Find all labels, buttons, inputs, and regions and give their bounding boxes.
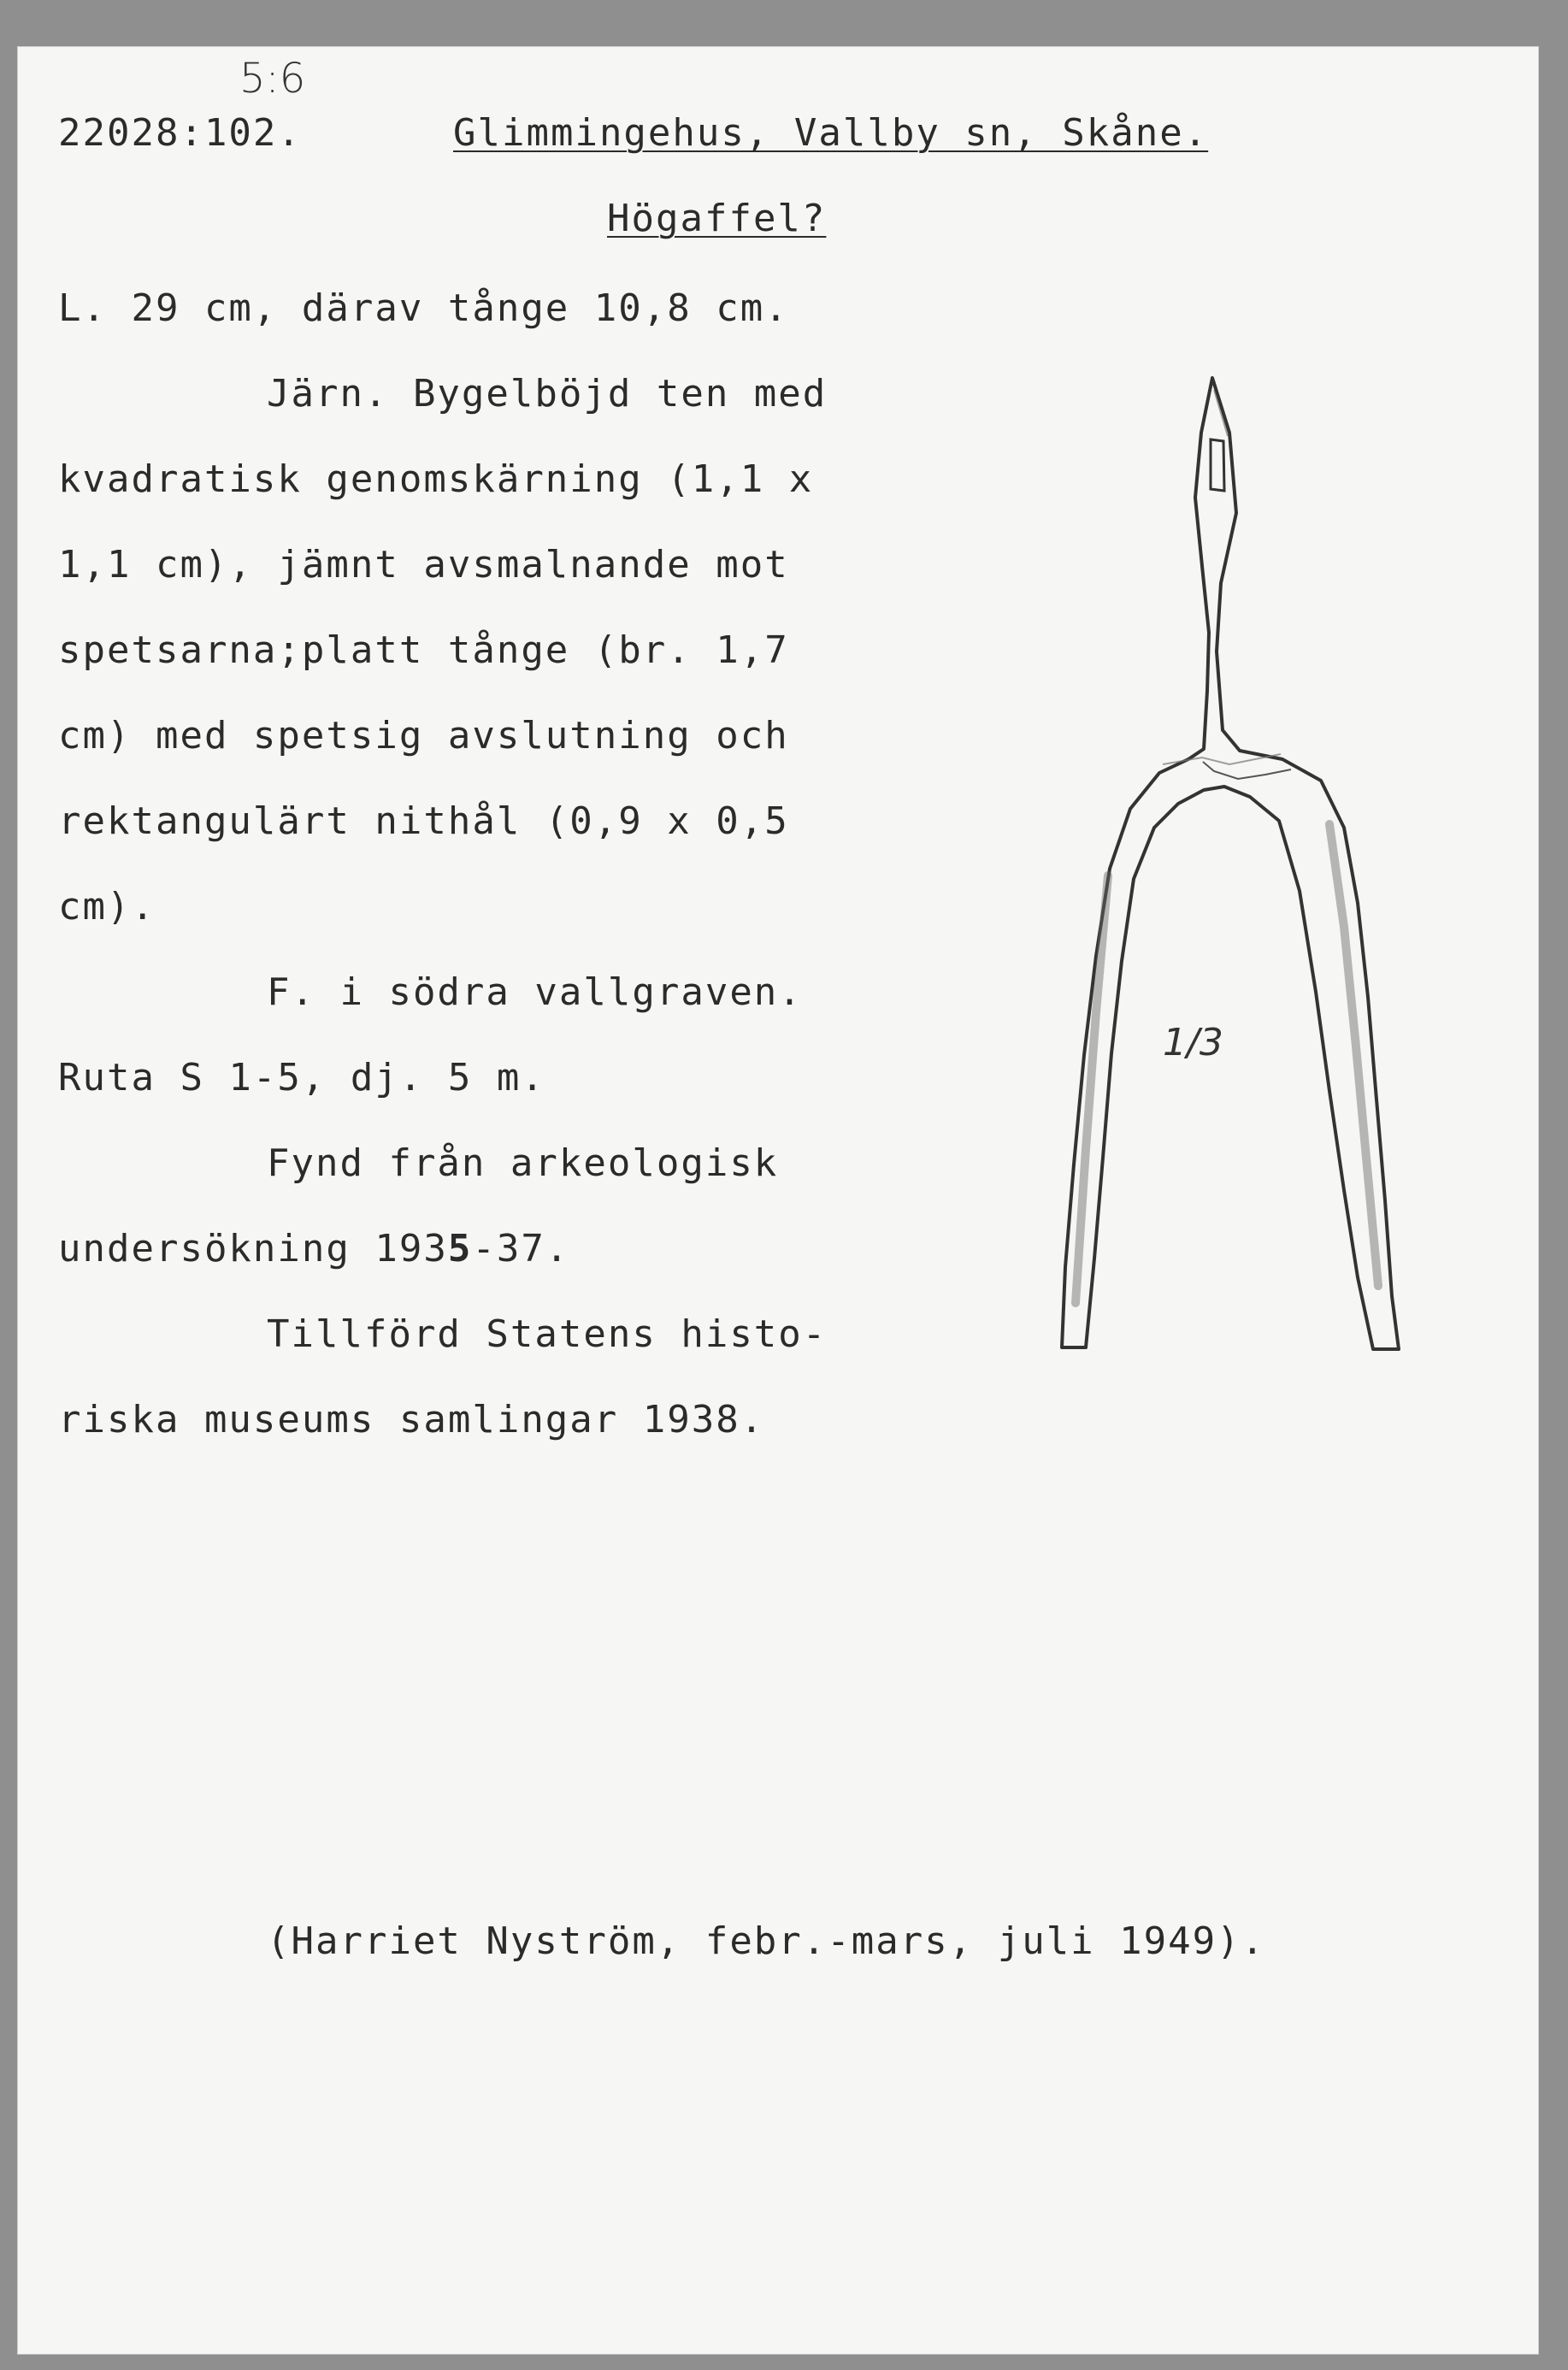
description-line-9: F. i södra vallgraven. [267,970,803,1014]
description-line-1: L. 29 cm, därav tånge 10,8 cm. [58,286,789,330]
description-line-8: cm). [58,885,156,929]
description-line-11: Fynd från arkeologisk [267,1141,779,1185]
year-suffix: -37. [472,1227,570,1270]
description-line-3: kvadratisk genomskärning (1,1 x [58,457,814,501]
description-line-6: cm) med spetsig avslutning och [58,714,789,758]
description-line-10: Ruta S 1-5, dj. 5 m. [58,1056,545,1100]
author-note: (Harriet Nyström, febr.-mars, juli 1949). [267,1919,1266,1963]
location-heading: Glimmingehus, Vallby sn, Skåne. [453,111,1209,155]
pitchfork-drawing [1026,363,1436,1371]
description-line-14: riska museums samlingar 1938. [58,1398,765,1441]
year-prefix: undersökning 193 [58,1227,448,1270]
description-line-5: spetsarna;platt tånge (br. 1,7 [58,628,789,672]
handwritten-note: 5:6 [239,55,306,103]
description-line-2: Järn. Bygelböjd ten med [267,372,828,416]
catalog-number: 22028:102. [58,111,302,155]
description-line-7: rektangulärt nithål (0,9 x 0,5 [58,799,789,843]
description-line-4: 1,1 cm), jämnt avsmalnande mot [58,543,789,587]
catalog-card [17,46,1539,2355]
scale-label: 1/3 [1163,1021,1223,1064]
description-line-13: Tillförd Statens histo- [267,1312,828,1356]
description-line-12 [58,1227,570,1270]
object-name: Högaffel? [607,197,827,240]
year-correction: 5 [447,1227,473,1270]
